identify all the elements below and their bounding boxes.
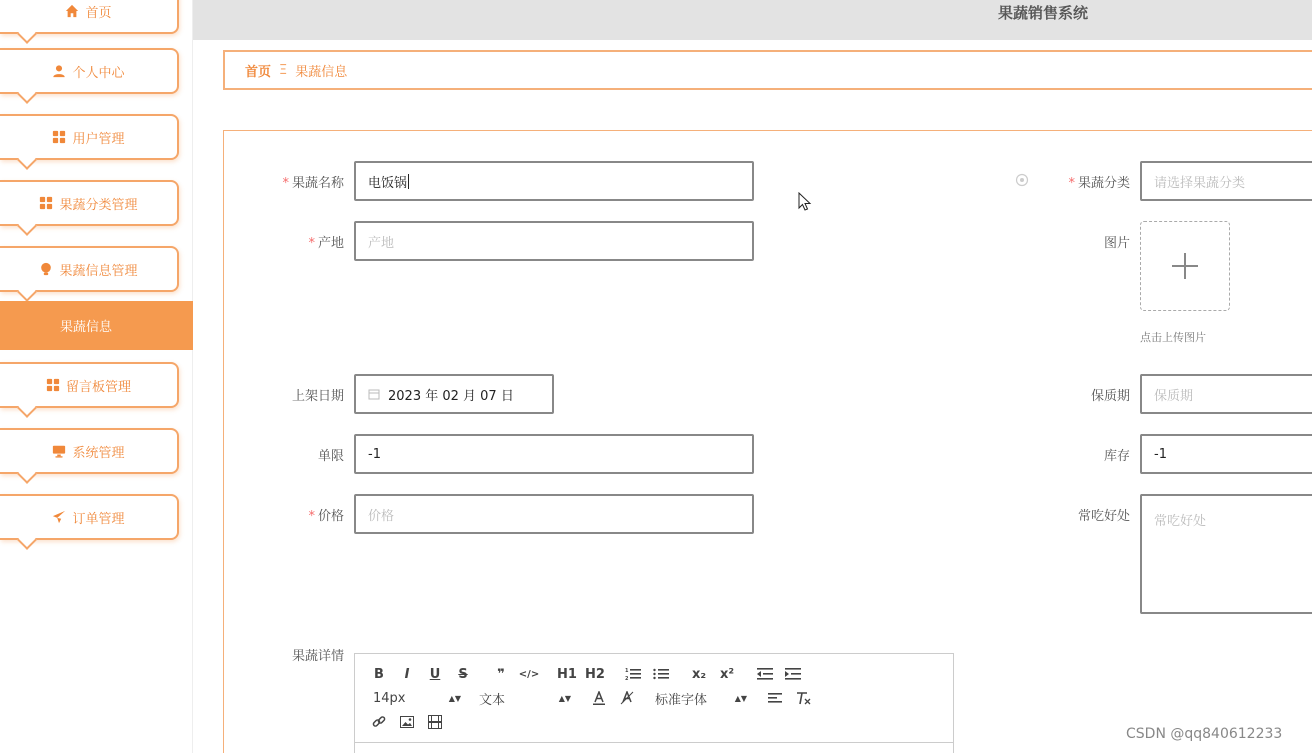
updown-icon: ▲▼ [734, 693, 747, 703]
sidebar [0, 0, 193, 753]
font-size-select[interactable]: 14px ▲▼ [373, 690, 461, 706]
strike-button[interactable]: S [458, 666, 468, 682]
shelf-date-label: 上架日期 [291, 389, 344, 404]
shelf-life-label: 保质期 [1090, 389, 1130, 404]
svg-text:2: 2 [625, 676, 629, 681]
price-input[interactable]: 价格 [354, 494, 754, 534]
price-label: * 价格 [308, 509, 344, 524]
outdent-icon[interactable] [751, 663, 779, 685]
send-icon [52, 510, 66, 524]
bullet-list-icon[interactable] [647, 663, 675, 685]
editor-toolbar-row-2 [369, 686, 817, 710]
image-icon[interactable] [393, 711, 421, 733]
clear-format-icon[interactable] [789, 687, 817, 709]
sidebar-item-system[interactable] [0, 428, 179, 474]
background-color-icon[interactable] [613, 687, 641, 709]
updown-icon: ▲▼ [448, 693, 461, 703]
app-title: 果蔬销售系统 [998, 4, 1089, 22]
superscript-button[interactable]: x² [719, 666, 735, 682]
sidebar-item-home[interactable] [0, 0, 179, 34]
text-caret [408, 174, 409, 189]
breadcrumb [223, 50, 1312, 90]
underline-button[interactable]: U [429, 666, 441, 682]
sidebar-item-profile[interactable] [0, 48, 179, 94]
sidebar-item-label: 用户管理 [72, 131, 125, 147]
mouse-pointer-icon [798, 192, 812, 212]
grid-icon [52, 130, 66, 144]
category-select[interactable]: 请选择果蔬分类 [1140, 161, 1312, 201]
top-header [193, 0, 1312, 40]
sidebar-subitem-label: 果蔬信息 [60, 320, 113, 335]
updown-icon: ▲▼ [558, 693, 571, 703]
image-label: 图片 [1103, 236, 1130, 251]
sidebar-item-label: 果蔬分类管理 [59, 197, 138, 213]
upload-tip: 点击上传图片 [1140, 331, 1206, 344]
grid-icon [46, 378, 60, 392]
font-family-select[interactable]: 标准字体 ▲▼ [655, 692, 747, 708]
font-color-icon[interactable] [585, 687, 613, 709]
benefits-textarea[interactable]: 常吃好处 [1140, 494, 1312, 614]
sidebar-item-product-info[interactable] [0, 246, 179, 292]
user-icon [52, 64, 66, 78]
sidebar-item-label: 订单管理 [72, 511, 125, 527]
editor-content[interactable] [355, 742, 953, 743]
sidebar-item-users[interactable] [0, 114, 179, 160]
sidebar-item-label: 个人中心 [72, 65, 125, 81]
rich-text-editor[interactable] [354, 653, 954, 753]
italic-button[interactable]: I [404, 666, 410, 682]
sidebar-item-label: 首页 [85, 5, 112, 21]
h1-button[interactable]: H1 [557, 666, 577, 682]
name-label: * 果蔬名称 [282, 176, 344, 191]
bulb-icon [39, 262, 53, 276]
align-left-icon[interactable] [761, 687, 789, 709]
stock-input[interactable]: -1 [1140, 434, 1312, 474]
benefits-label: 常吃好处 [1077, 509, 1130, 524]
subscript-button[interactable]: x₂ [691, 666, 707, 682]
stock-label: 库存 [1103, 449, 1130, 464]
image-upload[interactable] [1140, 221, 1230, 311]
details-label: 果蔬详情 [291, 649, 344, 664]
home-icon [65, 4, 79, 18]
monitor-icon [52, 444, 66, 458]
blockquote-button[interactable]: ❞ [497, 666, 505, 682]
plus-icon [1170, 251, 1200, 281]
name-input[interactable]: 电饭锅 [354, 161, 754, 201]
editor-toolbar-row-1 [365, 662, 807, 686]
origin-label: * 产地 [308, 236, 344, 251]
editor-toolbar-row-3 [365, 710, 449, 734]
sidebar-item-orders[interactable] [0, 494, 179, 540]
sidebar-subitem-product-info[interactable] [0, 301, 193, 350]
h2-button[interactable]: H2 [585, 666, 605, 682]
sidebar-item-messages[interactable] [0, 362, 179, 408]
breadcrumb-separator: Ξ [279, 62, 288, 78]
shelf-date-picker[interactable]: 2023 年 02 月 07 日 [354, 374, 554, 414]
grid-icon [39, 196, 53, 210]
sidebar-item-label: 果蔬信息管理 [59, 263, 138, 279]
indent-icon[interactable] [779, 663, 807, 685]
sidebar-item-category[interactable] [0, 180, 179, 226]
sidebar-item-label: 系统管理 [72, 445, 125, 461]
ordered-list-icon[interactable] [619, 663, 647, 685]
watermark: CSDN @qq840612233 [1126, 726, 1283, 742]
limit-label: 单限 [317, 449, 344, 464]
bold-button[interactable]: B [374, 666, 384, 682]
shelf-life-input[interactable]: 保质期 [1140, 374, 1312, 414]
origin-input[interactable]: 产地 [354, 221, 754, 261]
code-button[interactable]: </> [518, 668, 540, 680]
calendar-icon [368, 388, 380, 400]
category-label: * 果蔬分类 [1068, 176, 1130, 191]
block-type-select[interactable]: 文本 ▲▼ [479, 692, 571, 708]
svg-text:1: 1 [625, 668, 629, 674]
sidebar-item-label: 留言板管理 [65, 379, 131, 395]
breadcrumb-home[interactable]: 首页 [245, 64, 272, 80]
clear-icon[interactable] [1015, 173, 1029, 187]
video-icon[interactable] [421, 711, 449, 733]
link-icon[interactable] [365, 711, 393, 733]
limit-input[interactable]: -1 [354, 434, 754, 474]
breadcrumb-current: 果蔬信息 [295, 64, 348, 80]
